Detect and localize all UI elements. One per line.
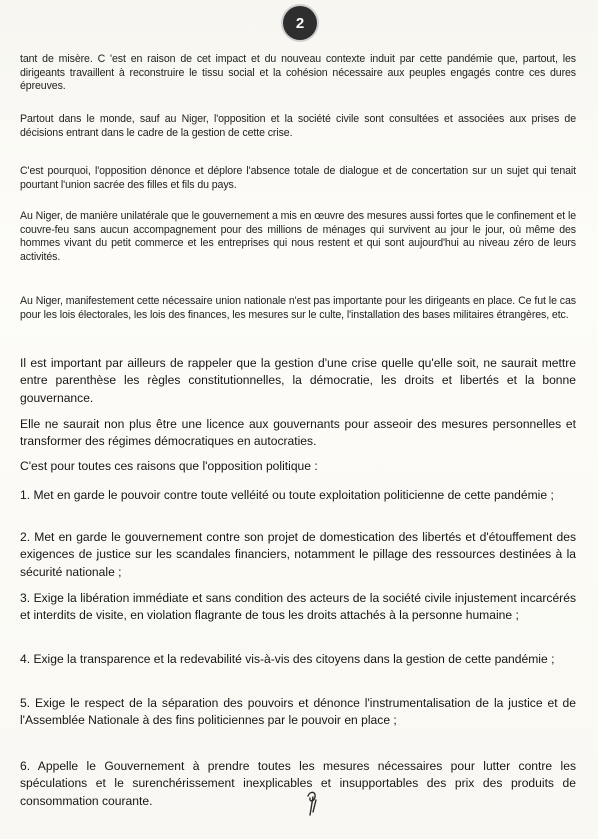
list-item-4: 4. Exige la transparence et la redevabilité vis-à-vis des citoyens dans la gestion de cette pandémie ; xyxy=(20,652,555,666)
initials-signature-icon xyxy=(304,788,322,818)
page-number-badge: 2 xyxy=(283,6,317,40)
list-item-5: 5. Exige le respect de la séparation des pouvoirs et dénonce l'instrumentalisation de la justice et de l'Assemblée Nationale à des fins politiciennes par le pouvoir en place ; xyxy=(20,696,576,728)
paragraph-3: C'est pourquoi, l'opposition dénonce et déplore l'absence totale de dialogue et de concertation sur un sujet qui tenait pourtant l'union sacrée des filles et fils du pays. xyxy=(20,165,576,191)
paragraph-6: Il est important par ailleurs de rappeler que la gestion d'une crise quelle qu'elle soit, ne saurait mettre entre parenthèse les règles constitutionnelles, la démocratie, les droits et libertés et la bonne gouvernance. xyxy=(20,356,576,405)
list-item-1: 1. Met en garde le pouvoir contre toute velléité ou toute exploitation politicienne de cette pandémie ; xyxy=(20,488,554,502)
paragraph-2: Partout dans le monde, sauf au Niger, l'opposition et la société civile sont consultées et associées aux prises de décisions entrant dans le cadre de la gestion de cette crise. xyxy=(20,113,576,139)
list-item-2: 2. Met en garde le gouvernement contre son projet de domestication des libertés et d'étouffement des exigences de justice sur les scandales financiers, notamment le pillage des ressources destinées à la sécurité nationale ; xyxy=(20,530,576,579)
paragraph-7: Elle ne saurait non plus être une licence aux gouvernants pour asseoir des mesures personnelles et transformer des régimes démocratiques en autocraties. xyxy=(20,417,576,449)
paragraph-intro-list: C'est pour toutes ces raisons que l'opposition politique : xyxy=(20,459,318,473)
paragraph-5: Au Niger, manifestement cette nécessaire union nationale n'est pas importante pour les dirigeants en place. Ce fut le cas pour les lois électorales, les lois des finances, les mesures sur le culte, l'installation des bases militaires étrangères, etc. xyxy=(20,295,576,321)
paragraph-4: Au Niger, de manière unilatérale que le gouvernement a mis en œuvre des mesures aussi fortes que le confinement et le couvre-feu sans aucun accompagnement pour des millions de ménages qui survivent au jour le jour, où même des hommes vivant du petit commerce et les entreprises qui nous restent et qui sont aujourd'hui au niveau zéro de leurs activités. xyxy=(20,210,576,263)
paragraph-1: tant de misère. C 'est en raison de cet impact et du nouveau contexte induit par cette pandémie que, partout, les dirigeants travaillent à reconstruire le tissu social et la cohésion nécessaire aux peuples engagés contre ces dures épreuves. xyxy=(20,53,576,93)
list-item-6: 6. Appelle le Gouvernement à prendre toutes les mesures nécessaires pour lutter contre les spéculations et le surenchérissement inexplicables et insupportables des prix des produits de consommation courante. xyxy=(20,759,576,808)
list-item-3: 3. Exige la libération immédiate et sans condition des acteurs de la société civile injustement incarcérés et interdits de visite, en violation flagrante de tous les droits attachés à la personne humaine ; xyxy=(20,591,576,623)
